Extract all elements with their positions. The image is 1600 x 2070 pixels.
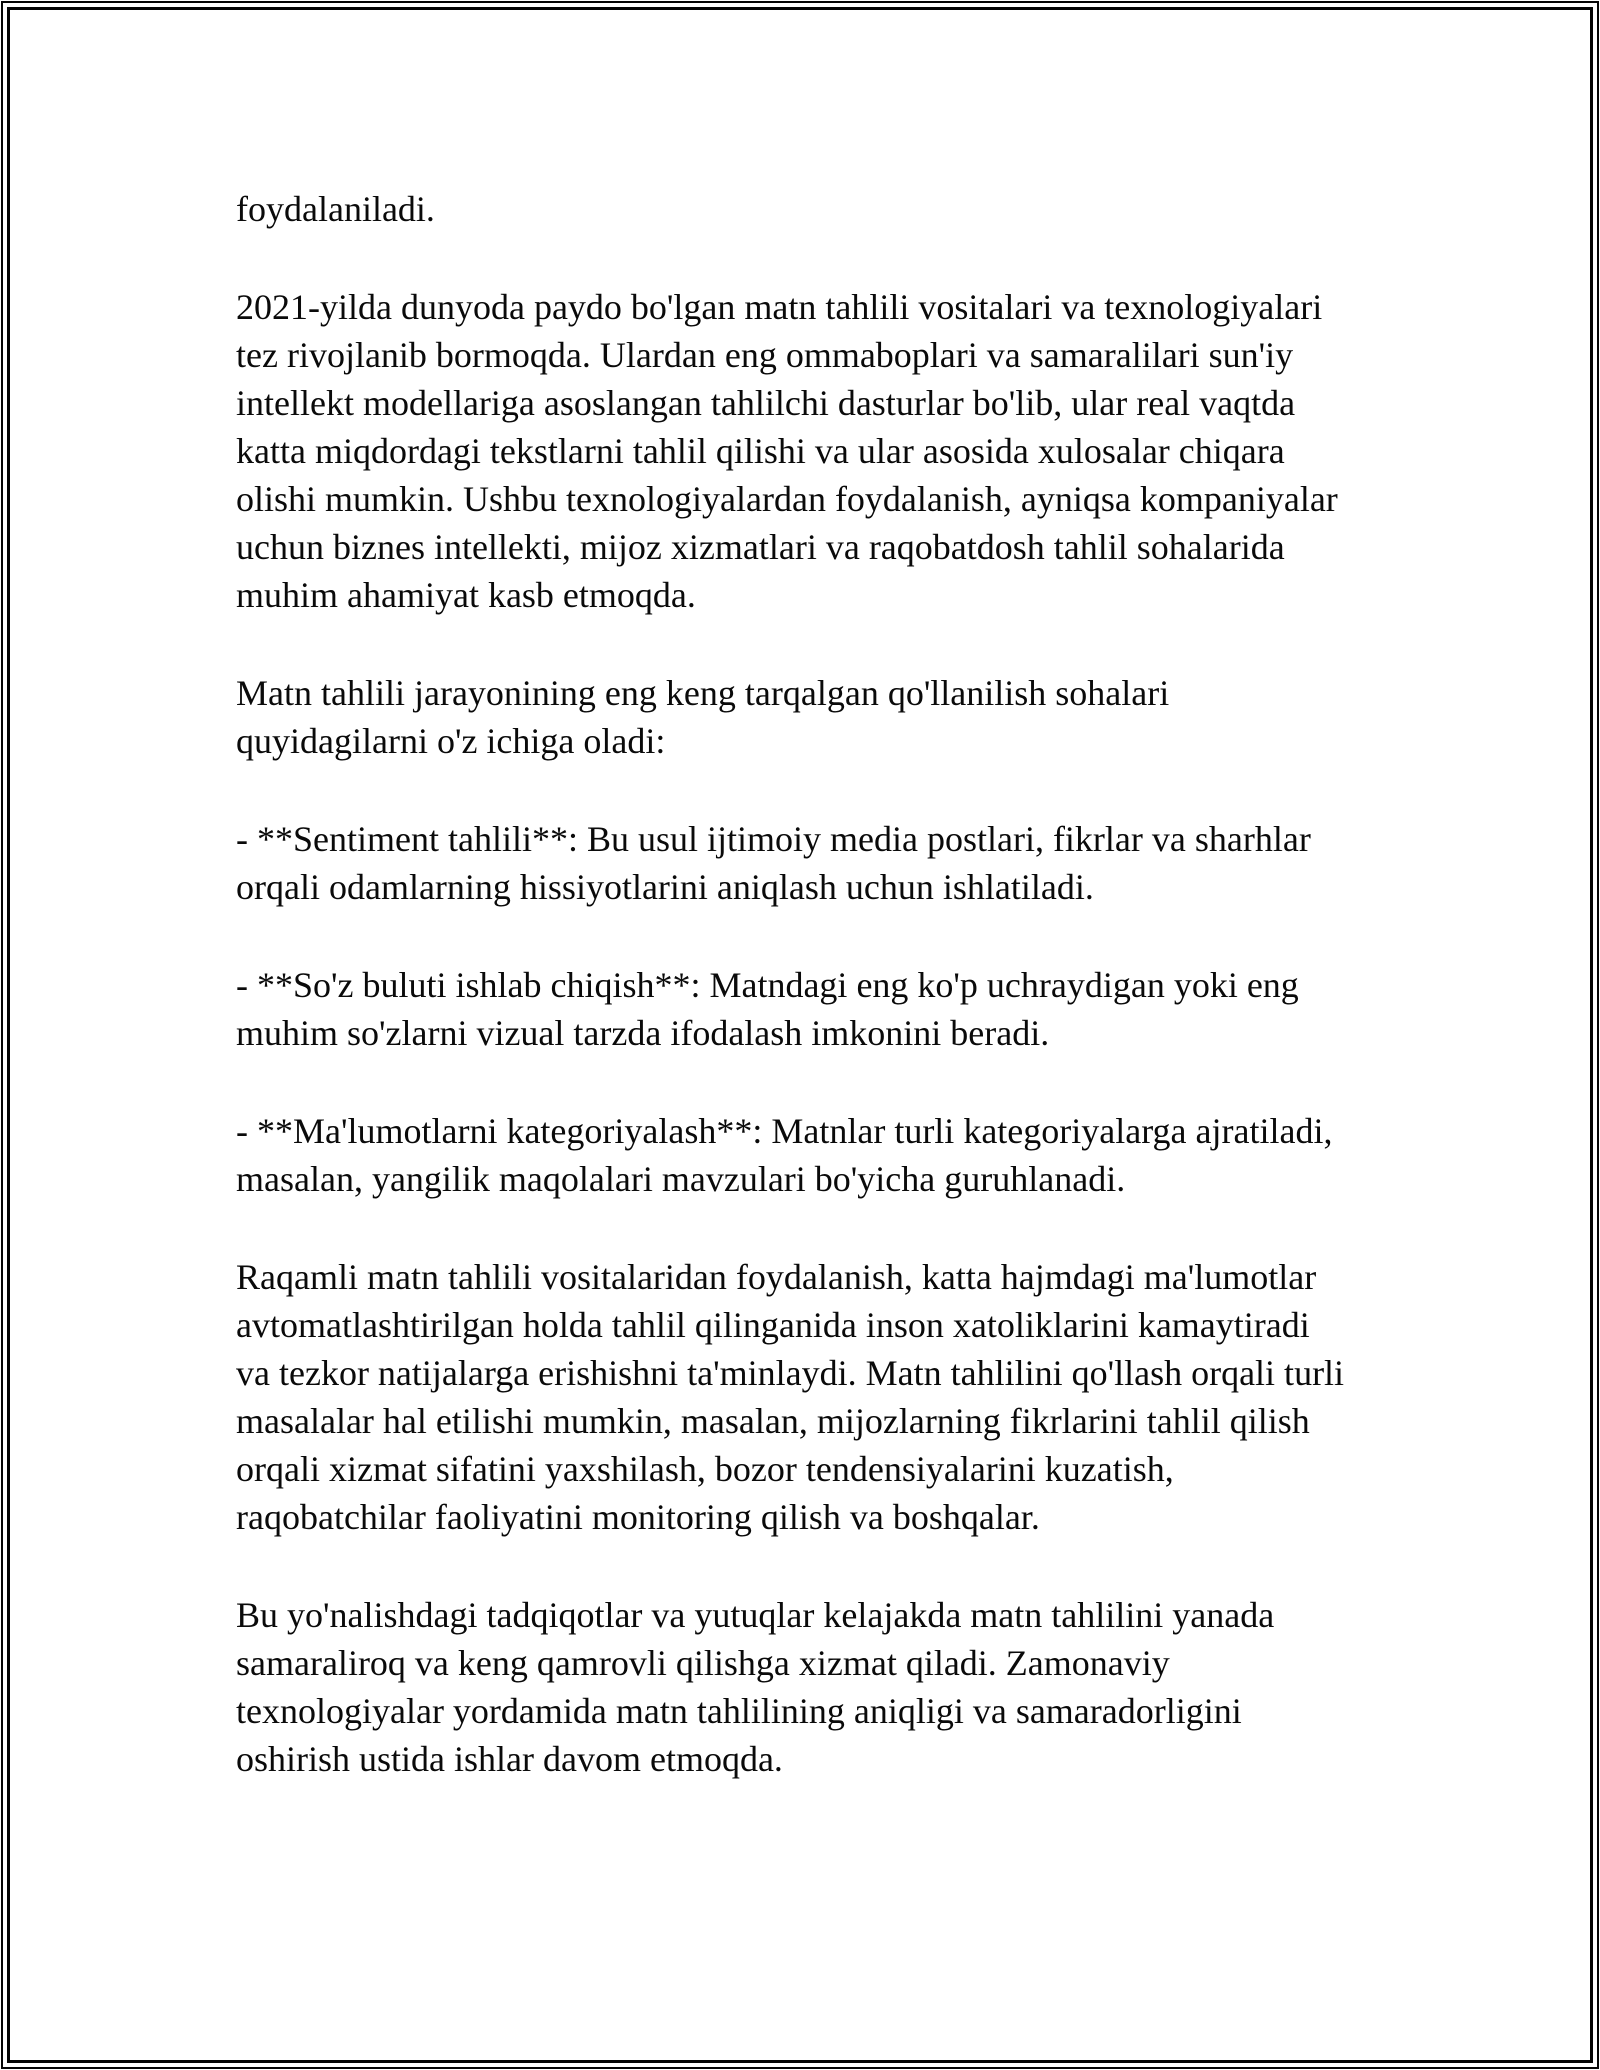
text-line: Bu yo'nalishdagi tadqiqotlar va yutuqlar kelajakda matn tahlilini yanada — [236, 1595, 1275, 1635]
text-line: olishi mumkin. Ushbu texnologiyalardan foydalanish, ayniqsa kompaniyalar — [236, 479, 1338, 519]
paragraph-1 — [236, 185, 1426, 233]
text-line: va tezkor natijalarga erishishni ta'minlaydi. Matn tahlilini qo'llash orqali turli — [236, 1353, 1345, 1393]
text-line: raqobatchilar faoliyatini monitoring qilish va boshqalar. — [236, 1497, 1040, 1537]
text-line: masalalar hal etilishi mumkin, masalan, mijozlarning fikrlarini tahlil qilish — [236, 1401, 1310, 1441]
text-line: Raqamli matn tahlili vositalaridan foydalanish, katta hajmdagi ma'lumotlar — [236, 1257, 1317, 1297]
text-line: muhim ahamiyat kasb etmoqda. — [236, 575, 696, 615]
paragraph-4-bullet-sentiment — [236, 815, 1426, 911]
text-line: texnologiyalar yordamida matn tahlilining aniqligi va samaradorligini — [236, 1691, 1242, 1731]
text-line: quyidagilarni o'z ichiga oladi: — [236, 721, 666, 761]
paragraph-3 — [236, 669, 1426, 765]
text-line: tez rivojlanib bormoqda. Ulardan eng ommaboplari va samaralilari sun'iy — [236, 335, 1294, 375]
text-line: Matn tahlili jarayonining eng keng tarqalgan qo'llanilish sohalari — [236, 673, 1170, 713]
text-line: uchun biznes intellekti, mijoz xizmatlari va raqobatdosh tahlil sohalarida — [236, 527, 1285, 567]
text-line: 2021-yilda dunyoda paydo bo'lgan matn tahlili vositalari va texnologiyalari — [236, 287, 1323, 327]
paragraph-6-bullet-categorization — [236, 1107, 1426, 1203]
text-line: intellekt modellariga asoslangan tahlilchi dasturlar bo'lib, ular real vaqtda — [236, 383, 1296, 423]
paragraph-8 — [236, 1591, 1426, 1783]
document-content — [236, 185, 1426, 1833]
text-line: katta miqdordagi tekstlarni tahlil qilishi va ular asosida xulosalar chiqara — [236, 431, 1285, 471]
paragraph-7 — [236, 1253, 1426, 1541]
text-line: muhim so'zlarni vizual tarzda ifodalash imkonini beradi. — [236, 1013, 1050, 1053]
text-line: - **Ma'lumotlarni kategoriyalash**: Matnlar turli kategoriyalarga ajratiladi, — [236, 1111, 1333, 1151]
paragraph-5-bullet-wordcloud — [236, 961, 1426, 1057]
paragraph-2 — [236, 283, 1426, 619]
text-line: - **So'z buluti ishlab chiqish**: Matndagi eng ko'p uchraydigan yoki eng — [236, 965, 1299, 1005]
text-line: orqali xizmat sifatini yaxshilash, bozor tendensiyalarini kuzatish, — [236, 1449, 1174, 1489]
text-line: orqali odamlarning hissiyotlarini aniqlash uchun ishlatiladi. — [236, 867, 1094, 907]
text-line: avtomatlashtirilgan holda tahlil qilinganida inson xatoliklarini kamaytiradi — [236, 1305, 1310, 1345]
text-line: - **Sentiment tahlili**: Bu usul ijtimoiy media postlari, fikrlar va sharhlar — [236, 819, 1311, 859]
text-line: samaraliroq va keng qamrovli qilishga xizmat qiladi. Zamonaviy — [236, 1643, 1170, 1683]
text-line: masalan, yangilik maqolalari mavzulari bo'yicha guruhlanadi. — [236, 1159, 1126, 1199]
text-line: oshirish ustida ishlar davom etmoqda. — [236, 1739, 783, 1779]
text-line: foydalaniladi. — [236, 189, 435, 229]
